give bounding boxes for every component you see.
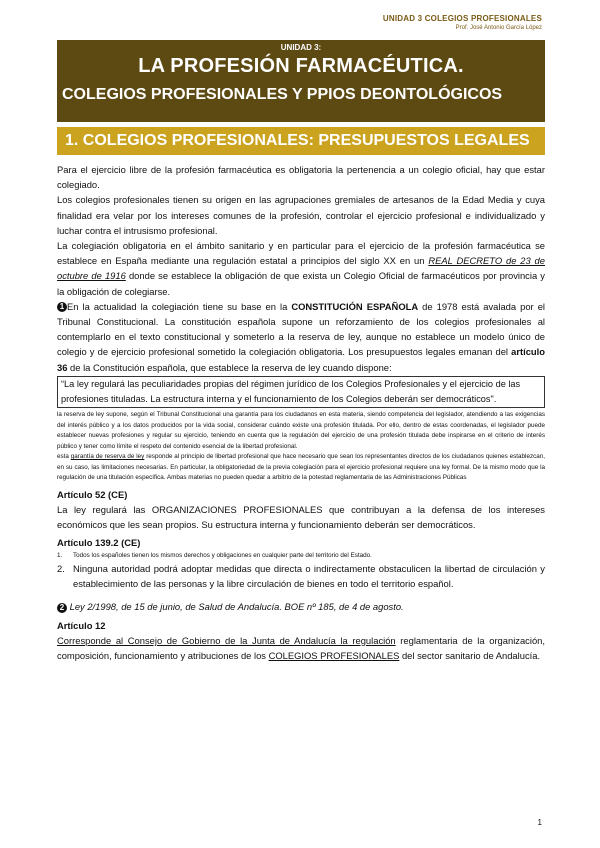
title-banner: [57, 40, 545, 122]
number-marker-icon: 1: [57, 302, 67, 312]
list-number: 1.: [57, 551, 63, 559]
paragraph: Para el ejercicio libre de la profesión farmacéutica es obligatoria la pertenencia a un colegio oficial, hay que estar colegiado.: [57, 164, 545, 191]
running-header: [383, 14, 542, 31]
header-unit: UNIDAD 3 COLEGIOS PROFESIONALES: [382, 14, 542, 23]
paragraph: La ley regulará las ORGANIZACIONES PROFESIONALES que contribuyan a la defensa de los intereses económicos que les sean propios. Su estructura interna y funcionamiento deberán ser democráticos.: [57, 503, 545, 531]
text: donde se establece la obligación de que exista un Colegio Oficial de farmacéuticos por provincia y la obligación de colegiarse.: [57, 270, 545, 297]
paragraph: Los colegios profesionales tienen su origen en las agrupaciones gremiales de artesanos de la Edad Media y cuya finalidad era velar por los intereses comunes de la profesión, controlar el ejercicio profesional e individualizado y luchar contra el intrusismo profesional.: [57, 194, 545, 236]
text: responde al principio de libertad profesional que hace necesario que sean los representantes directos de los ciudadanos quienes establezcan, en su caso, las limitaciones necesarias. En particular, la obligatoriedad de la previa colegiación para el ejercicio profesional requiere una ley formal. De la mismo modo que la regulación de una titulación específica. Ambas materias no pueden quedar a arbitrio de la potestad reglamentaria de las Administraciones Públicas: [57, 453, 546, 482]
list-number: 2.: [57, 563, 65, 575]
quote-box: [57, 376, 545, 408]
section-title: 1. COLEGIOS PROFESIONALES: PRESUPUESTOS LEGALES: [65, 132, 530, 149]
number-marker-icon: 2: [57, 603, 67, 613]
text: del sector sanitario de Andalucía.: [399, 650, 541, 662]
note-paragraph: [57, 452, 545, 484]
underlined-text: garantía de reserva de ley: [70, 453, 145, 461]
list-item: [57, 551, 545, 562]
header-author: Prof. José Antonio García López: [455, 25, 542, 31]
paragraph: [57, 238, 545, 299]
articulo-36-ref: artículo 36: [57, 346, 545, 373]
underlined-text: COLEGIOS PROFESIONALES: [268, 650, 400, 662]
article-heading: Artículo 139.2 (CE): [57, 537, 141, 549]
text: esta: [57, 453, 71, 461]
real-decreto-ref: REAL DECRETO de 23 de octubre de 1916: [57, 255, 545, 282]
page-number: 1: [537, 818, 542, 827]
underlined-text: Corresponde al Consejo de Gobierno de la Junta de Andalucía la regulación: [57, 634, 396, 646]
quote-text: “La ley regulará las peculiaridades propias del régimen jurídico de los Colegios Profesionales y el ejercicio de las profesiones tituladas. La estructura interna y el funcionamiento de los Colegios deberán ser democráticos".: [61, 378, 521, 405]
paragraph: [57, 299, 545, 375]
text: En la actualidad la colegiación tiene su base en la: [67, 300, 292, 312]
notes: [57, 410, 545, 484]
paragraph: [57, 599, 545, 614]
text: de la Constitución española, que establece la reserva de ley cuando dispone:: [67, 361, 392, 373]
law-reference: Ley 2/1998, de 15 de junio, de Salud de Andalucía. BOE nº 185, de 4 de agosto.: [69, 601, 404, 613]
note-paragraph: la reserva de ley supone, según el Tribunal Constitucional una garantía para los ciudadanos en esta materia, siendo competencia del legislador, atendiendo a las exigencias del interés público y a los datos producidos por la vida social, considerar cuándo existe una profesión titulada. Por ello, dentro de estas coordenadas, el legislador puede establecer nuevas profesiones y regular su ejercicio, teniendo en cuenta que la regulación del ejercicio de una profesión titulada debe inspirarse en el criterio de interés público y tener como límite el respeto del contenido esencial de la libertad profesional.: [57, 411, 545, 450]
constitucion-ref: CONSTITUCIÓN ESPAÑOLA: [291, 300, 419, 312]
list-text: Ninguna autoridad podrá adoptar medidas que directa o indirectamente obstaculicen la libertad de circulación y establecimiento de las personas y la libre circulación de bienes en todo el territorio español.: [73, 563, 545, 590]
unit-label: UNIDAD 3:: [280, 43, 322, 52]
article-heading: Artículo 12: [57, 619, 106, 631]
page-title: LA PROFESIÓN FARMACÉUTICA.: [138, 55, 464, 77]
paragraph: [57, 633, 545, 663]
document-body: [57, 162, 545, 663]
text: reglamentaria de la organización, composición, funcionamiento y atribuciones de los: [57, 634, 545, 662]
page-subtitle: COLEGIOS PROFESIONALES Y PPIOS DEONTOLÓGICOS: [62, 86, 503, 103]
text: de 1978 está avalada por el Tribunal Constitucional. La constitución española supone un reforzamiento de los colegios profesionales al contemplarlo en el texto constitucional y someterlo a la reserva de ley, aunque no establece un modelo único de colegio y de ejercicio profesional sometido la colegiación obligatoria. Los presupuestos legales emanan del: [57, 300, 545, 358]
list-text: Todos los españoles tienen los mismos derechos y obligaciones en cualquier parte del territorio del Estado.: [73, 551, 372, 559]
text: La colegiación obligatoria en el ámbito sanitario y en particular para el ejercicio de la profesión farmacéutica se establece en España mediante una regulación estatal a principios del siglo XX en un: [57, 240, 545, 267]
section-heading: [57, 127, 545, 155]
list-item: [57, 561, 545, 591]
article-heading: Artículo 52 (CE): [57, 488, 128, 500]
